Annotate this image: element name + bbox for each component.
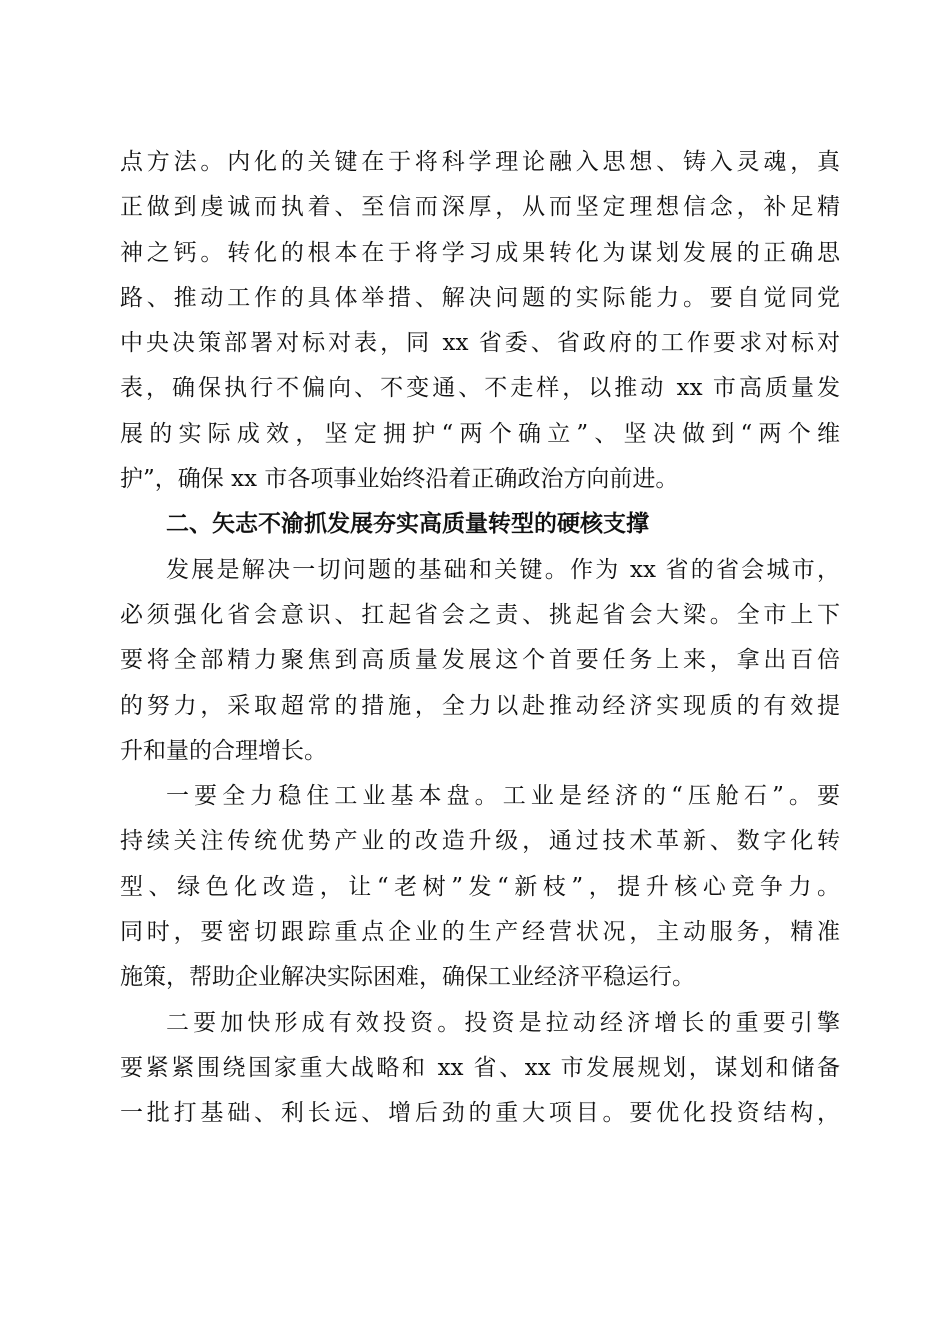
- text-line: 二要加快形成有效投资。投资是拉动经济增长的重要引擎: [166, 1009, 840, 1036]
- text-line: 同时，要密切跟踪重点企业的生产经营状况，主动服务，精准: [120, 919, 840, 946]
- text-line: 要紧紧围绕国家重大战略和 xx 省、xx 市发展规划，谋划和储备: [120, 1054, 840, 1081]
- text-line: 神之钙。转化的根本在于将学习成果转化为谋划发展的正确思: [120, 239, 840, 266]
- text-line: 持续关注传统优势产业的改造升级，通过技术革新、数字化转: [120, 828, 840, 855]
- text-line: 点方法。内化的关键在于将科学理论融入思想、铸入灵魂，真: [120, 149, 840, 175]
- text-line: 升和量的合理增长。: [120, 737, 327, 764]
- text-line: 型、绿色化改造，让“老树”发“新枝”，提升核心竞争力。: [120, 873, 840, 900]
- text-line: 展的实际成效，坚定拥护“两个确立”、坚决做到“两个维: [120, 420, 840, 447]
- text-line: 一批打基础、利长远、增后劲的重大项目。要优化投资结构，: [120, 1100, 840, 1127]
- text-line: 正做到虔诚而执着、至信而深厚，从而坚定理想信念，补足精: [120, 194, 840, 221]
- document-body: [120, 140, 840, 1137]
- section-heading: 二、矢志不渝抓发展夯实高质量转型的硬核支撑: [166, 511, 649, 538]
- text-line: 要将全部精力聚焦到高质量发展这个首要任务上来，拿出百倍: [120, 647, 840, 674]
- text-line: 必须强化省会意识、扛起省会之责、挑起省会大梁。全市上下: [120, 601, 840, 628]
- text-line: 表，确保执行不偏向、不变通、不走样，以推动 xx 市高质量发: [120, 375, 840, 402]
- text-line: 发展是解决一切问题的基础和关键。作为 xx 省的省会城市，: [166, 556, 840, 583]
- text-line: 的努力，采取超常的措施，全力以赴推动经济实现质的有效提: [120, 692, 840, 719]
- text-line: 中央决策部署对标对表，同 xx 省委、省政府的工作要求对标对: [120, 330, 840, 357]
- text-line: 一要全力稳住工业基本盘。工业是经济的“压舱石”。要: [166, 783, 840, 810]
- text-line: 路、推动工作的具体举措、解决问题的实际能力。要自觉同党: [120, 284, 840, 311]
- text-line: 护”，确保 xx 市各项事业始终沿着正确政治方向前进。: [120, 466, 679, 493]
- text-line: 施策，帮助企业解决实际困难，确保工业经济平稳运行。: [120, 964, 695, 991]
